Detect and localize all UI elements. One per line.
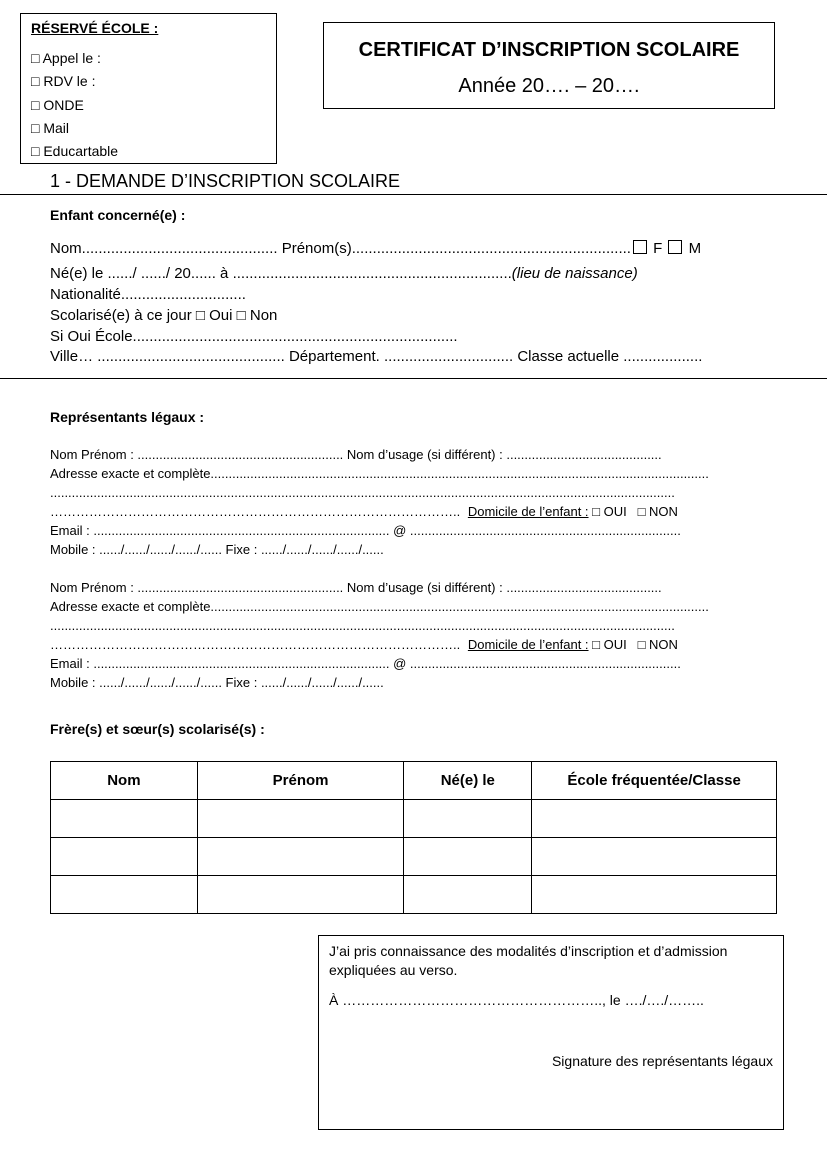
- rep2-phones-line: Mobile : ....../....../....../....../...... Fixe : ....../....../....../....../......: [50, 675, 384, 690]
- title-box: [323, 22, 775, 109]
- signature-line2: expliquées au verso.: [329, 962, 458, 978]
- rep2-nom-line: Nom Prénom : ......................................................... Nom d’usage (si différent) : ...........................................: [50, 580, 662, 595]
- nationalite-line: Nationalité..............................: [50, 286, 246, 303]
- table-row: [51, 838, 777, 876]
- rep2-dots-line: .............................................................................................................................................................................: [50, 618, 675, 633]
- representants-heading: Représentants légaux :: [50, 409, 205, 425]
- section-heading: 1 - DEMANDE D’INSCRIPTION SCOLAIRE: [50, 171, 401, 191]
- table-cell[interactable]: [404, 876, 532, 914]
- sex-m-label: M: [688, 240, 702, 257]
- reserve-item-appel: □ Appel le :: [31, 50, 101, 66]
- child-heading: Enfant concerné(e) :: [50, 207, 186, 223]
- rep2-email-line: Email : .................................................................................. @ ...........................................................................: [50, 656, 681, 671]
- reserve-item-onde: □ ONDE: [31, 97, 84, 113]
- reserve-item-rdv: □ RDV le :: [31, 73, 96, 89]
- table-row: [51, 800, 777, 838]
- signature-label: Signature des représentants légaux: [551, 1053, 773, 1069]
- reserve-item-mail: □ Mail: [31, 120, 70, 136]
- rep2-domicile-line: [50, 637, 678, 652]
- sex-m-checkbox[interactable]: [668, 240, 682, 254]
- table-cell[interactable]: [532, 838, 777, 876]
- table-cell[interactable]: [197, 800, 404, 838]
- rep2-domicile-label: Domicile de l’enfant :: [467, 637, 589, 652]
- born-hint: (lieu de naissance): [511, 265, 638, 282]
- siblings-heading: Frère(s) et sœur(s) scolarisé(s) :: [50, 721, 265, 737]
- table-cell[interactable]: [51, 876, 198, 914]
- siblings-table: [50, 761, 777, 914]
- rep1-domicile-label: Domicile de l’enfant :: [467, 504, 589, 519]
- table-cell[interactable]: [51, 838, 198, 876]
- table-row: [51, 876, 777, 914]
- rep1-dots-line: .............................................................................................................................................................................: [50, 485, 675, 500]
- section-divider-top: [0, 194, 827, 195]
- nom-prenom-line: [50, 240, 701, 257]
- rep2-domicile-options[interactable]: □ OUI □ NON: [592, 637, 678, 652]
- nom-prenom-text: Nom............................................... Prénom(s)...................................................................: [50, 240, 631, 257]
- rep1-domicile-options[interactable]: □ OUI □ NON: [592, 504, 678, 519]
- rep1-email-line: Email : .................................................................................. @ ...........................................................................: [50, 523, 681, 538]
- reserve-ecole-title: RÉSERVÉ ÉCOLE :: [31, 20, 159, 36]
- born-line: [50, 265, 638, 282]
- page-title: CERTIFICAT D’INSCRIPTION SCOLAIRE: [358, 39, 740, 61]
- table-cell[interactable]: [404, 800, 532, 838]
- signature-line1: J’ai pris connaissance des modalités d’inscription et d’admission: [329, 943, 728, 959]
- table-cell[interactable]: [404, 838, 532, 876]
- rep2-dots2: …………………………………………………………………………………..: [50, 637, 461, 652]
- school-year: Année 20…. – 20….: [458, 75, 640, 97]
- table-cell[interactable]: [532, 800, 777, 838]
- sex-f-label: F: [653, 240, 663, 257]
- col-ecole-classe: École fréquentée/Classe: [532, 762, 777, 800]
- siblings-header-row: [51, 762, 777, 800]
- reserve-item-educartable: □ Educartable: [31, 143, 119, 159]
- rep1-phones-line: Mobile : ....../....../....../....../...... Fixe : ....../....../....../....../......: [50, 542, 384, 557]
- scolarise-line: Scolarisé(e) à ce jour □ Oui □ Non: [50, 307, 278, 324]
- reserve-ecole-box: [20, 13, 277, 164]
- born-text: Né(e) le ....../ ....../ 20...... à ...................................................................: [50, 265, 512, 282]
- signature-place-date: À ……………………………………………….., le …./…./……..: [329, 992, 704, 1008]
- ville-line: Ville… ............................................. Département. ............................... Classe actuelle ...................: [50, 348, 703, 365]
- signature-box[interactable]: [318, 935, 784, 1130]
- rep1-nom-line: Nom Prénom : ......................................................... Nom d’usage (si différent) : ...........................................: [50, 447, 662, 462]
- sex-f-checkbox[interactable]: [633, 240, 647, 254]
- ecole-line: Si Oui École..............................................................................: [50, 328, 458, 345]
- col-nom: Nom: [51, 762, 198, 800]
- table-cell[interactable]: [532, 876, 777, 914]
- section-divider-bottom: [0, 378, 827, 379]
- rep1-domicile-line: [50, 504, 678, 519]
- table-cell[interactable]: [51, 800, 198, 838]
- table-cell[interactable]: [197, 876, 404, 914]
- col-ne-le: Né(e) le: [404, 762, 532, 800]
- rep1-dots2: …………………………………………………………………………………..: [50, 504, 461, 519]
- col-prenom: Prénom: [197, 762, 404, 800]
- rep1-adresse-line: Adresse exacte et complète..........................................................................................................................................: [50, 466, 709, 481]
- table-cell[interactable]: [197, 838, 404, 876]
- rep2-adresse-line: Adresse exacte et complète..........................................................................................................................................: [50, 599, 709, 614]
